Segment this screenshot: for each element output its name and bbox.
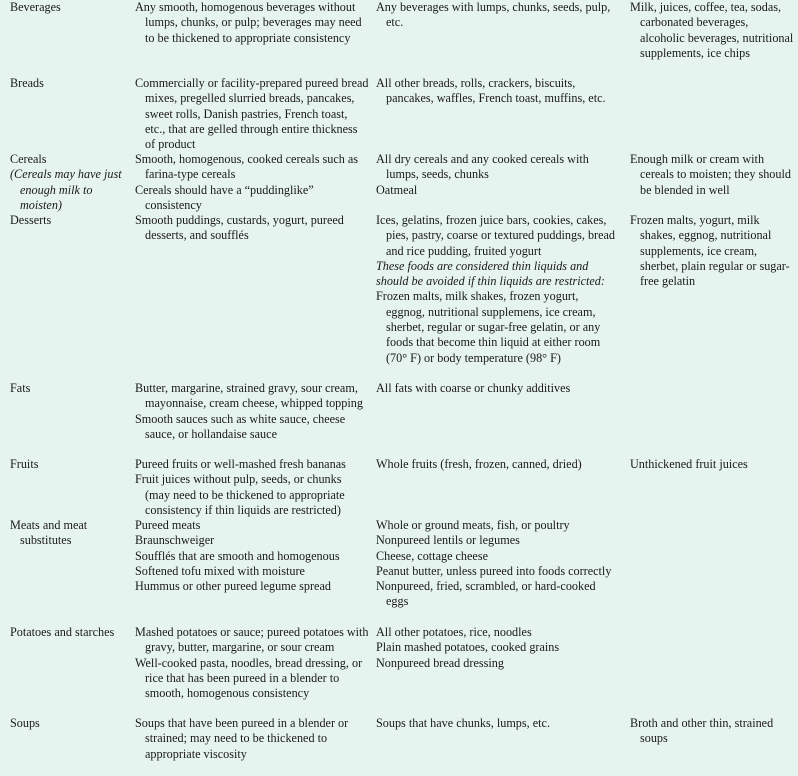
thin-liquid-cell bbox=[630, 213, 794, 289]
recommended-item: Any smooth, homogenous beverages without lumps, chunks, or pulp; beverages may need to be thickened to appropriate consistency bbox=[135, 0, 362, 45]
recommended-item: Mashed potatoes or sauce; pureed potatoes with gravy, butter, margarine, or sour cream bbox=[135, 625, 369, 655]
avoid-item: Nonpureed, fried, scrambled, or hard-cooked eggs bbox=[376, 579, 596, 609]
avoid-item: Ices, gelatins, frozen juice bars, cookies, cakes, pies, pastry, coarse or textured puddings, bread and rice pudding, fruited yogurt bbox=[376, 213, 616, 258]
avoid-item: Frozen malts, milk shakes, frozen yogurt, eggnog, nutritional supplemens, ice cream, sherbet, regular or sugar-free gelatin, or any foods that become thin liquid at either room (70° F) or body temperature (98° F) bbox=[376, 289, 601, 365]
avoid-item: Any beverages with lumps, chunks, seeds, pulp, etc. bbox=[376, 0, 611, 30]
avoid-cell bbox=[376, 518, 620, 610]
category-cell bbox=[10, 0, 128, 15]
avoid-item: Peanut butter, unless pureed into foods correctly bbox=[376, 563, 612, 578]
recommended-cell bbox=[135, 152, 369, 213]
thin-liquid-item: Broth and other thin, strained soups bbox=[630, 716, 774, 746]
recommended-cell bbox=[135, 457, 369, 518]
avoid-item: Plain mashed potatoes, cooked grains bbox=[376, 640, 560, 655]
category-label: Cereals bbox=[10, 152, 47, 166]
recommended-item: Pureed meats bbox=[135, 518, 201, 532]
avoid-cell bbox=[376, 0, 620, 31]
recommended-cell bbox=[135, 0, 369, 46]
thin-liquid-item: Unthickened fruit juices bbox=[630, 457, 748, 471]
recommended-item: Fruit juices without pulp, seeds, or chunks (may need to be thickened to appropriate consistency if thin liquids are restricted) bbox=[135, 472, 345, 517]
recommended-item: Smooth, homogenous, cooked cereals such as farina-type cereals bbox=[135, 152, 359, 182]
recommended-cell bbox=[135, 76, 369, 152]
recommended-item: Smooth sauces such as white sauce, cheese sauce, or hollandaise sauce bbox=[135, 411, 346, 441]
avoid-item: Oatmeal bbox=[376, 182, 418, 197]
category-label: Desserts bbox=[10, 213, 52, 227]
category-cell bbox=[10, 625, 128, 640]
category-label: Fruits bbox=[10, 457, 39, 471]
recommended-item: Cereals should have a “puddinglike” consistency bbox=[135, 182, 314, 212]
category-label: Meats and meat substitutes bbox=[10, 518, 88, 548]
thin-liquid-cell bbox=[630, 457, 794, 472]
avoid-item: Whole fruits (fresh, frozen, canned, dried) bbox=[376, 457, 582, 471]
category-label: Soups bbox=[10, 716, 40, 730]
category-cell bbox=[10, 518, 128, 549]
recommended-item: Commercially or facility-prepared pureed bread mixes, pregelled slurried breads, pancakes, sweet rolls, Danish pastries, French toast, etc., that are gelled through entire thickness of product bbox=[135, 76, 369, 152]
recommended-item: Butter, margarine, strained gravy, sour cream, mayonnaise, cream cheese, whipped topping bbox=[135, 381, 363, 411]
avoid-cell bbox=[376, 152, 620, 198]
avoid-item: Cheese, cottage cheese bbox=[376, 548, 488, 563]
avoid-item: All dry cereals and any cooked cereals with lumps, seeds, chunks bbox=[376, 152, 589, 182]
category-note: (Cereals may have just enough milk to moisten) bbox=[10, 167, 122, 212]
recommended-item: Soups that have been pureed in a blender or strained; may need to be thickened to appropriate viscosity bbox=[135, 716, 349, 761]
avoid-cell bbox=[376, 76, 620, 107]
category-cell bbox=[10, 381, 128, 396]
category-label: Breads bbox=[10, 76, 44, 90]
category-label: Potatoes and starches bbox=[10, 625, 115, 639]
recommended-item: Soufflés that are smooth and homogenous bbox=[135, 548, 340, 563]
category-cell bbox=[10, 716, 128, 731]
thin-liquid-item: Enough milk or cream with cereals to moisten; they should be blended in well bbox=[630, 152, 791, 197]
avoid-item: Nonpureed lentils or legumes bbox=[376, 533, 520, 548]
avoid-cell bbox=[376, 457, 620, 472]
recommended-item: Softened tofu mixed with moisture bbox=[135, 563, 305, 578]
category-cell bbox=[10, 457, 128, 472]
category-cell bbox=[10, 213, 128, 228]
thin-liquid-cell bbox=[630, 0, 794, 61]
recommended-item: Hummus or other pureed legume spread bbox=[135, 579, 331, 594]
recommended-cell bbox=[135, 381, 369, 442]
avoid-item: Nonpureed bread dressing bbox=[376, 655, 504, 670]
avoid-cell bbox=[376, 213, 620, 366]
avoid-item: All other breads, rolls, crackers, biscuits, pancakes, waffles, French toast, muffins, etc. bbox=[376, 76, 606, 106]
avoid-note: These foods are considered thin liquids and should be avoided if thin liquids are restricted: bbox=[376, 258, 605, 289]
category-cell bbox=[10, 76, 128, 91]
avoid-cell bbox=[376, 716, 620, 731]
category-label: Beverages bbox=[10, 0, 61, 14]
recommended-item: Pureed fruits or well-mashed fresh bananas bbox=[135, 457, 346, 471]
thin-liquid-cell bbox=[630, 152, 794, 198]
recommended-item: Braunschweiger bbox=[135, 533, 215, 548]
category-label: Fats bbox=[10, 381, 31, 395]
recommended-cell bbox=[135, 716, 369, 762]
avoid-item: All other potatoes, rice, noodles bbox=[376, 625, 532, 639]
avoid-item: All fats with coarse or chunky additives bbox=[376, 381, 571, 395]
thin-liquid-item: Milk, juices, coffee, tea, sodas, carbonated beverages, alcoholic beverages, nutritional supplements, ice chips bbox=[630, 0, 794, 60]
recommended-item: Smooth puddings, custards, yogurt, pureed desserts, and soufflés bbox=[135, 213, 344, 243]
recommended-cell bbox=[135, 518, 369, 594]
avoid-cell bbox=[376, 625, 620, 671]
recommended-item: Well-cooked pasta, noodles, bread dressing, or rice that has been pureed in a blender to smooth, homogenous consistency bbox=[135, 655, 363, 701]
recommended-cell bbox=[135, 625, 369, 701]
avoid-cell bbox=[376, 381, 620, 396]
category-cell bbox=[10, 152, 128, 213]
avoid-item: Soups that have chunks, lumps, etc. bbox=[376, 716, 550, 730]
avoid-item: Whole or ground meats, fish, or poultry bbox=[376, 518, 570, 532]
recommended-cell bbox=[135, 213, 369, 244]
thin-liquid-cell bbox=[630, 716, 794, 747]
thin-liquid-item: Frozen malts, yogurt, milk shakes, eggnog, nutritional supplements, ice cream, sherbet, plain regular or sugar-free gelatin bbox=[630, 213, 790, 289]
